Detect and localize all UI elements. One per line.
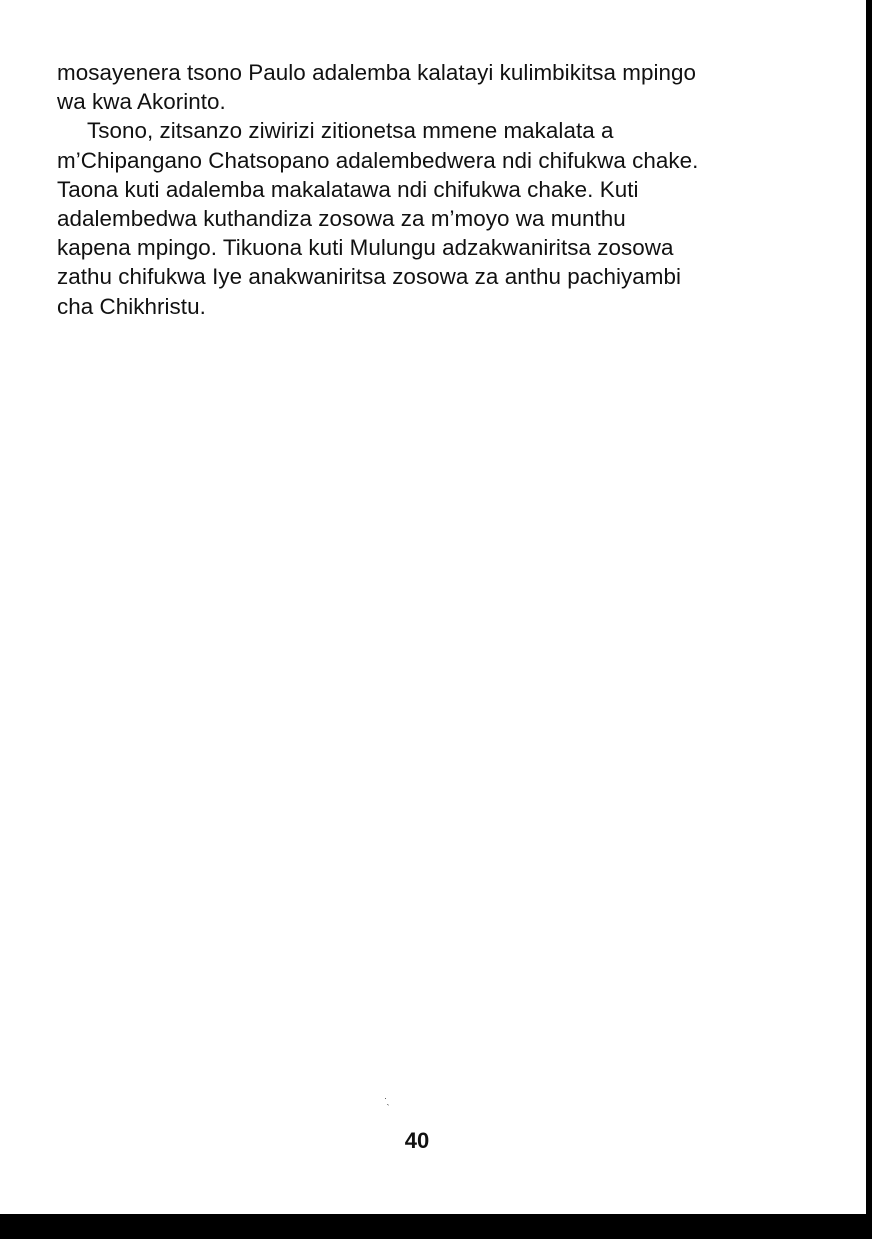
text-line: Taona kuti adalemba makalatawa ndi chifukwa chake. Kuti [57, 176, 639, 202]
paragraph-2 [57, 116, 787, 320]
body-text [57, 58, 787, 321]
paragraph-1 [57, 58, 787, 116]
page-number: 40 [404, 1128, 430, 1153]
scan-border-bottom [0, 1214, 872, 1239]
scan-speck: · ` [384, 1093, 390, 1113]
scan-border-right [866, 0, 872, 1239]
text-line: adalembedwa kuthandiza zosowa za m’moyo wa munthu [57, 206, 626, 232]
text-line: Tsono, zitsanzo ziwirizi zitionetsa mmene makalata a [87, 118, 614, 144]
text-line: kapena mpingo. Tikuona kuti Mulungu adzakwaniritsa zosowa [57, 235, 674, 261]
text-line: mosayenera tsono Paulo adalemba kalatayi kulimbikitsa mpingo [57, 60, 696, 85]
text-line: zathu chifukwa Iye anakwaniritsa zosowa za anthu pachiyambi [57, 264, 682, 290]
text-line: cha Chikhristu. [57, 293, 206, 319]
text-line: m’Chipangano Chatsopano adalembedwera ndi chifukwa chake. [57, 147, 699, 173]
text-line: wa kwa Akorinto. [57, 89, 226, 115]
